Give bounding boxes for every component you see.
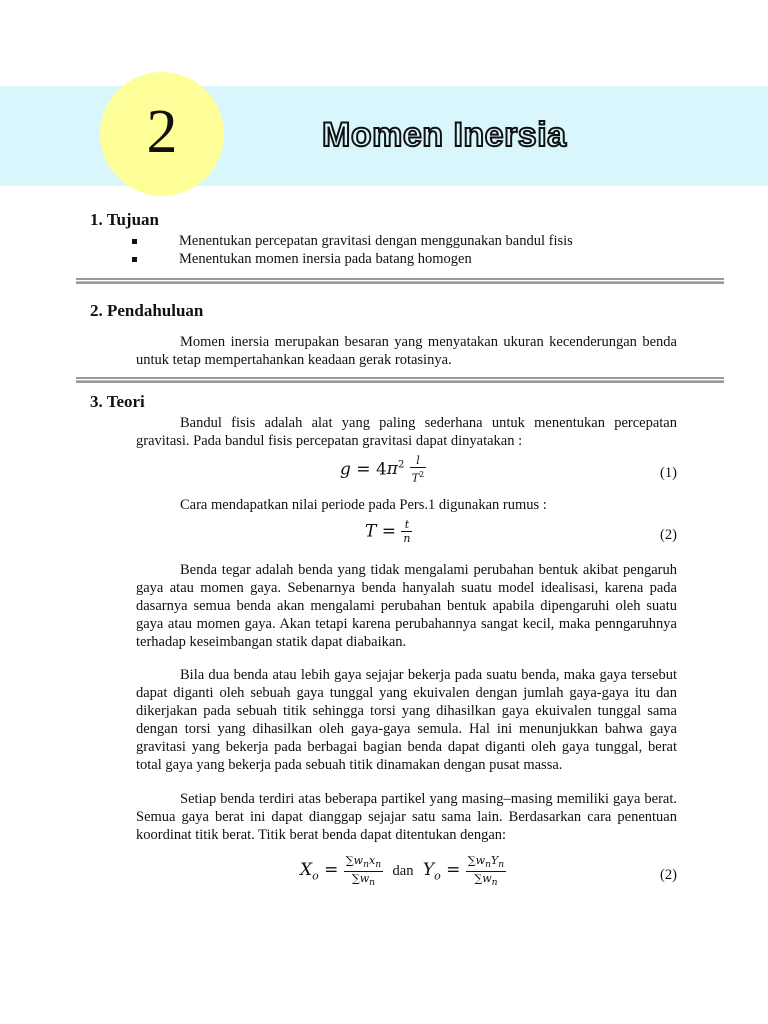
chapter-number-circle (100, 72, 224, 196)
equation-3-number: (2) (660, 867, 677, 883)
list-item: Menentukan momen inersia pada batang homogen (132, 251, 472, 268)
equation-3: $X_o$ = $\frac{\sum w_nx_n}{\sum w_n}$ dan $Y_o$ = $\frac{\sum w_nY_n}{\sum w_n}$ (300, 854, 505, 889)
chapter-number: 2 (146, 98, 178, 166)
paragraph-pendahuluan: Momen inersia merupakan besaran yang menyatakan ukuran kecenderungan benda untuk tetap mempertahankan keadaan gerak rotasinya. (136, 334, 677, 368)
section-heading-teori: 3. Teori (90, 392, 145, 411)
page-title: Momen Inersia (322, 116, 567, 154)
section-divider (76, 377, 724, 383)
paragraph-teori-2: Cara mendapatkan nilai periode pada Pers.1 digunakan rumus : (180, 497, 547, 513)
equation-2-number: (2) (660, 527, 677, 543)
section-divider (76, 278, 724, 284)
bullet-icon (132, 239, 137, 244)
section-heading-pendahuluan: 2. Pendahuluan (90, 301, 204, 320)
paragraph-teori-5: Setiap benda terdiri atas beberapa partikel yang masing–masing memiliki gaya berat. Semua gaya berat ini dapat dianggap sejajar satu sama lain. Berdasarkan cara penentuan koordinat titik berat. Titik berat benda dapat ditentukan dengan: (136, 791, 677, 843)
paragraph-teori-3: Benda tegar adalah benda yang tidak mengalami perubahan bentuk akibat pengaruh gaya atau momen gaya. Sebenarnya benda hanyalah suatu model idealisasi, karena pada dasarnya semua benda akan mengalami perubahan bentuk apabila dipengaruhi oleh suatu gaya atau momen gaya. Akan tetapi karena perubahannya sangat kecil, maka penngaruhnya terhadap keseimbangan statik dapat diabaikan. (136, 562, 677, 650)
equation-1-number: (1) (660, 465, 677, 481)
list-item: Menentukan percepatan gravitasi dengan menggunakan bandul fisis (132, 233, 573, 250)
equation-1: $g = 4\pi^2$ $\frac{l}{T^2}$ (340, 454, 425, 485)
equation-3-connector: dan (392, 863, 414, 880)
bullet-icon (132, 257, 137, 262)
paragraph-teori-4: Bila dua benda atau lebih gaya sejajar bekerja pada suatu benda, maka gaya tersebut dapat diganti oleh sebuah gaya tunggal yang ekuivalen dengan jumlah gaya-gaya itu dan dikerjakan pada sebuah titik sehingga torsi yang dihasilkan gaya ekuivalen tunggal sama dengan torsi yang dihasilkan oleh gaya-gaya semula. Hal ini menunjukkan bahwa gaya gravitasi yang bekerja pada berbagai bagian benda dapat diganti oleh gaya tunggal, berat total gaya yang bekerja pada sebuah titik dinamakan dengan pusat massa. (136, 667, 677, 773)
paragraph-teori-1: Bandul fisis adalah alat yang paling sederhana untuk menentukan percepatan gravitasi. Pada bandul fisis percepatan gravitasi dapat dinyatakan : (136, 415, 677, 449)
section-heading-tujuan: 1. Tujuan (90, 210, 159, 229)
equation-2: T = $\frac{t}{n}$ (365, 518, 411, 545)
